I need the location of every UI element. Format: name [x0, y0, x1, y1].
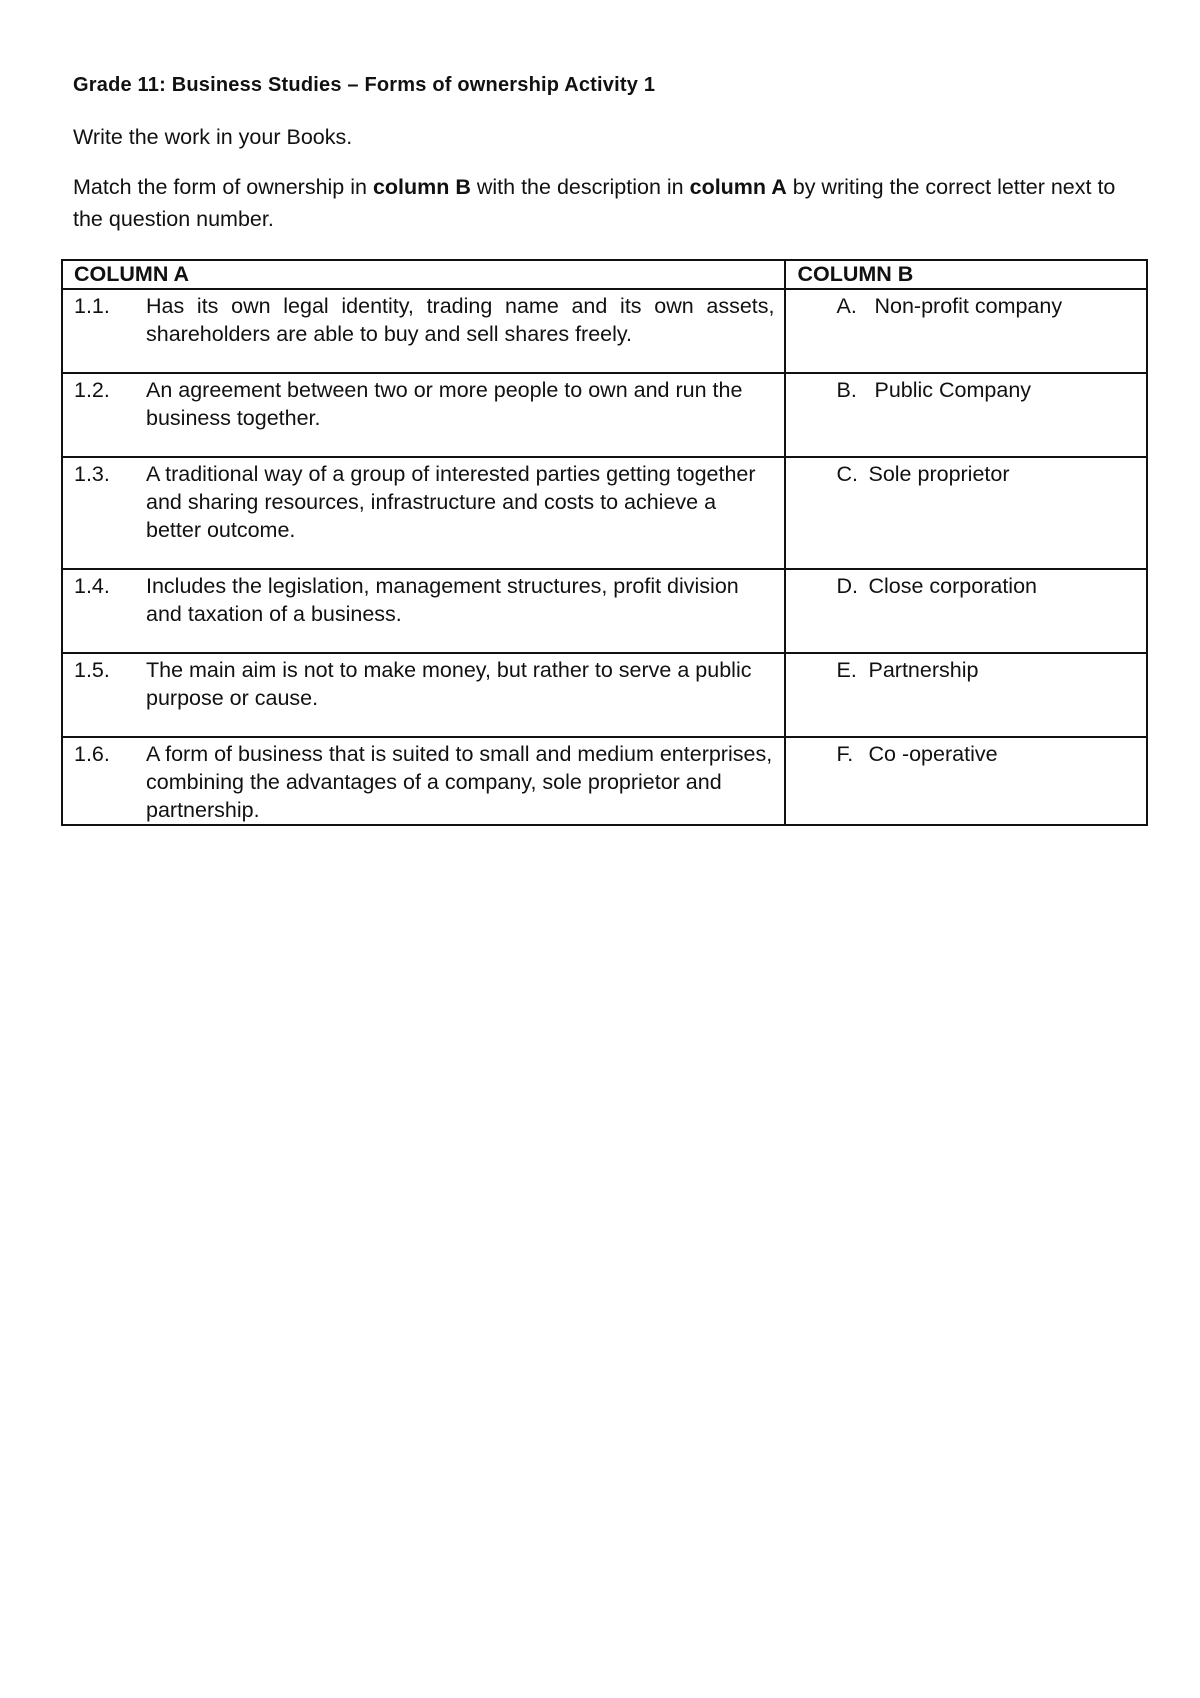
instruction-write-in-books: Write the work in your Books.: [73, 125, 353, 149]
question-number: 1.6.: [74, 742, 110, 766]
column-a-cell: [62, 653, 785, 737]
question-description: A form of business that is suited to small and medium enterprises, combining the advantages of a company, sole proprietor and partnership.: [146, 742, 773, 822]
option-letter: D.: [836, 574, 858, 598]
question-description: Includes the legislation, management structures, profit division and taxation of a business.: [146, 574, 739, 626]
table-row: [62, 737, 1147, 825]
column-b-cell: [785, 289, 1147, 373]
instruction-text: Match the form of ownership in: [73, 175, 373, 199]
table-row: [62, 457, 1147, 569]
instruction-match: [73, 171, 1133, 235]
question-description: A traditional way of a group of interested parties getting together and sharing resources, infrastructure and costs to achieve a better outcome.: [146, 462, 756, 542]
page-title: Grade 11: Business Studies – Forms of ownership Activity 1: [73, 74, 656, 96]
table-row: [62, 653, 1147, 737]
instruction-bold-column-b: column B: [372, 175, 471, 199]
table-row: [62, 289, 1147, 373]
question-description: An agreement between two or more people to own and run the business together.: [146, 378, 743, 430]
question-number: 1.2.: [74, 378, 110, 402]
column-a-cell: [62, 373, 785, 457]
table-row: [62, 373, 1147, 457]
option-text: Sole proprietor: [868, 462, 1010, 486]
instruction-text: by writing the correct letter next to the question number.: [73, 175, 1116, 231]
option-text: Partnership: [868, 658, 979, 682]
option-letter: F.: [836, 742, 854, 766]
table-row: [62, 569, 1147, 653]
matching-table: [61, 259, 1148, 826]
column-a-cell: [62, 289, 785, 373]
option-letter: B.: [836, 378, 857, 402]
column-a-header: COLUMN A: [62, 260, 785, 289]
column-a-cell: [62, 569, 785, 653]
instruction-text: with the description in: [470, 175, 690, 199]
column-b-cell: [785, 457, 1147, 569]
column-b-cell: [785, 737, 1147, 825]
table-header-row: [62, 260, 1147, 289]
option-text: Co -operative: [868, 742, 998, 766]
column-b-cell: [785, 373, 1147, 457]
column-b-cell: [785, 569, 1147, 653]
question-description: The main aim is not to make money, but rather to serve a public purpose or cause.: [146, 658, 752, 710]
option-text: Non-profit company: [874, 294, 1063, 318]
option-letter: E.: [836, 658, 857, 682]
column-a-cell: [62, 737, 785, 825]
question-number: 1.1.: [74, 294, 110, 318]
question-number: 1.4.: [74, 574, 110, 598]
column-b-cell: [785, 653, 1147, 737]
question-description: Has its own legal identity, trading name and its own assets, shareholders are able to buy and sell shares freely.: [146, 294, 775, 346]
column-b-header: COLUMN B: [785, 260, 1147, 289]
column-a-cell: [62, 457, 785, 569]
instruction-bold-column-a: column A: [689, 175, 787, 199]
question-number: 1.3.: [74, 462, 110, 486]
option-text: Close corporation: [868, 574, 1037, 598]
option-letter: C.: [836, 462, 858, 486]
question-number: 1.5.: [74, 658, 110, 682]
option-letter: A.: [836, 294, 857, 318]
option-text: Public Company: [874, 378, 1032, 402]
